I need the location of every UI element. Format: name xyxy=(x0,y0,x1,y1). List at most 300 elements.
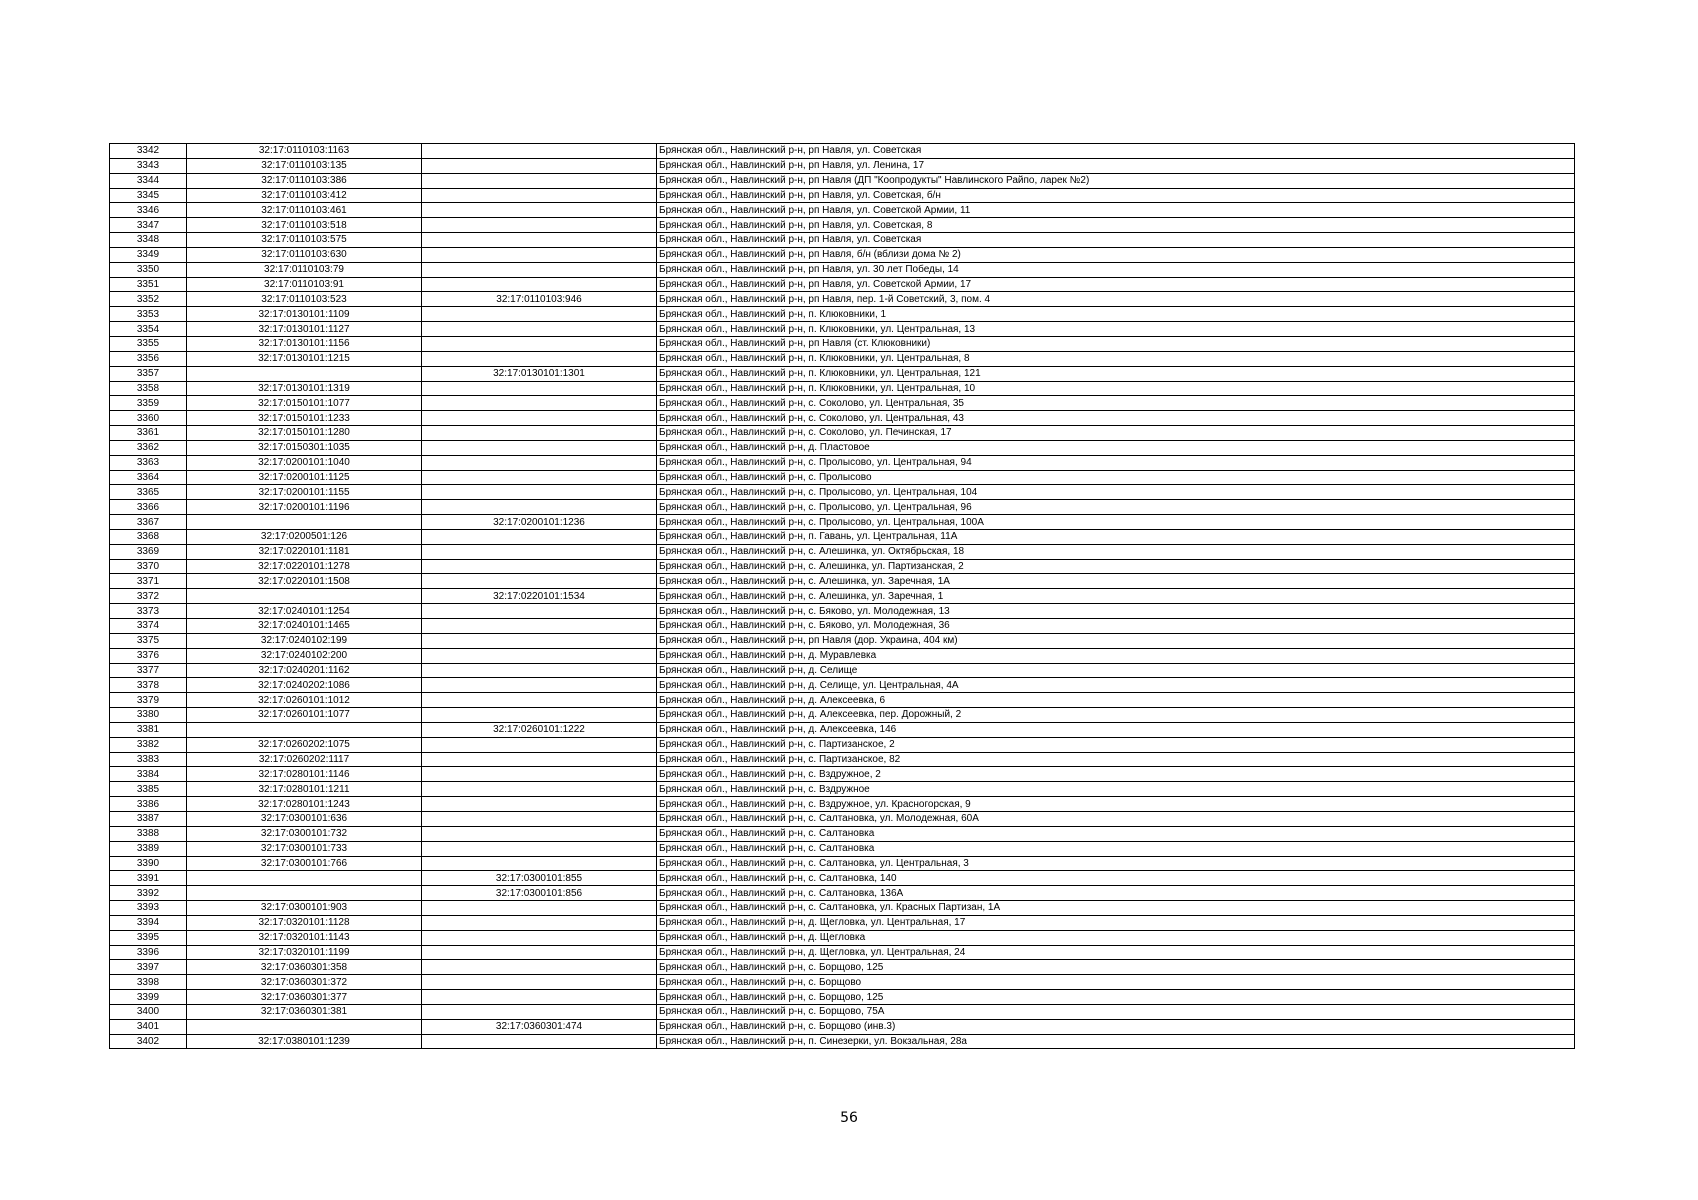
row-number-cell: 3395 xyxy=(110,930,187,945)
cadastral-number-cell: 32:17:0300101:636 xyxy=(187,811,422,826)
cadastral-number-cell xyxy=(187,871,422,886)
row-number-cell: 3370 xyxy=(110,559,187,574)
cadastral-number-cell xyxy=(187,366,422,381)
linked-cadastral-number-cell xyxy=(422,797,657,812)
linked-cadastral-number-cell xyxy=(422,990,657,1005)
linked-cadastral-number-cell xyxy=(422,693,657,708)
cadastral-number-cell: 32:17:0150101:1280 xyxy=(187,426,422,441)
address-cell: Брянская обл., Навлинский р-н, с. Алешинка, ул. Партизанская, 2 xyxy=(657,559,1575,574)
address-cell: Брянская обл., Навлинский р-н, рп Навля, ул. 30 лет Победы, 14 xyxy=(657,262,1575,277)
address-cell: Брянская обл., Навлинский р-н, с. Партизанское, 2 xyxy=(657,737,1575,752)
row-number-cell: 3351 xyxy=(110,277,187,292)
address-cell: Брянская обл., Навлинский р-н, д. Селище xyxy=(657,663,1575,678)
address-cell: Брянская обл., Навлинский р-н, с. Соколово, ул. Центральная, 43 xyxy=(657,411,1575,426)
row-number-cell: 3390 xyxy=(110,856,187,871)
table-row xyxy=(110,633,1575,648)
linked-cadastral-number-cell xyxy=(422,737,657,752)
table-row xyxy=(110,307,1575,322)
address-cell: Брянская обл., Навлинский р-н, д. Пластовое xyxy=(657,440,1575,455)
address-cell: Брянская обл., Навлинский р-н, д. Алексеевка, 6 xyxy=(657,693,1575,708)
row-number-cell: 3393 xyxy=(110,901,187,916)
row-number-cell: 3347 xyxy=(110,218,187,233)
row-number-cell: 3349 xyxy=(110,247,187,262)
cadastral-number-cell: 32:17:0130101:1109 xyxy=(187,307,422,322)
cadastral-number-cell: 32:17:0110103:135 xyxy=(187,158,422,173)
cadastral-number-cell xyxy=(187,515,422,530)
linked-cadastral-number-cell xyxy=(422,856,657,871)
row-number-cell: 3383 xyxy=(110,752,187,767)
cadastral-number-cell: 32:17:0110103:518 xyxy=(187,218,422,233)
linked-cadastral-number-cell xyxy=(422,782,657,797)
linked-cadastral-number-cell xyxy=(422,203,657,218)
address-cell: Брянская обл., Навлинский р-н, рп Навля, ул. Советская, 8 xyxy=(657,218,1575,233)
linked-cadastral-number-cell xyxy=(422,173,657,188)
linked-cadastral-number-cell xyxy=(422,901,657,916)
row-number-cell: 3385 xyxy=(110,782,187,797)
row-number-cell: 3364 xyxy=(110,470,187,485)
table-row xyxy=(110,396,1575,411)
table-row xyxy=(110,975,1575,990)
table-row xyxy=(110,737,1575,752)
linked-cadastral-number-cell xyxy=(422,381,657,396)
table-row xyxy=(110,559,1575,574)
linked-cadastral-number-cell xyxy=(422,529,657,544)
linked-cadastral-number-cell xyxy=(422,351,657,366)
cadastral-number-cell: 32:17:0260101:1012 xyxy=(187,693,422,708)
row-number-cell: 3343 xyxy=(110,158,187,173)
linked-cadastral-number-cell xyxy=(422,619,657,634)
cadastral-number-cell: 32:17:0280101:1243 xyxy=(187,797,422,812)
table-row xyxy=(110,856,1575,871)
address-cell: Брянская обл., Навлинский р-н, с. Борщово, 75А xyxy=(657,1004,1575,1019)
table-row xyxy=(110,322,1575,337)
cadastral-number-cell: 32:17:0130101:1215 xyxy=(187,351,422,366)
cadastral-number-cell: 32:17:0300101:903 xyxy=(187,901,422,916)
address-cell: Брянская обл., Навлинский р-н, д. Щегловка, ул. Центральная, 24 xyxy=(657,945,1575,960)
table-row xyxy=(110,589,1575,604)
table-row xyxy=(110,203,1575,218)
linked-cadastral-number-cell xyxy=(422,648,657,663)
address-cell: Брянская обл., Навлинский р-н, с. Салтановка, 136А xyxy=(657,886,1575,901)
table-row xyxy=(110,1034,1575,1049)
address-cell: Брянская обл., Навлинский р-н, с. Партизанское, 82 xyxy=(657,752,1575,767)
table-row xyxy=(110,336,1575,351)
linked-cadastral-number-cell xyxy=(422,218,657,233)
address-cell: Брянская обл., Навлинский р-н, д. Муравлевка xyxy=(657,648,1575,663)
row-number-cell: 3378 xyxy=(110,678,187,693)
linked-cadastral-number-cell: 32:17:0220101:1534 xyxy=(422,589,657,604)
linked-cadastral-number-cell xyxy=(422,188,657,203)
linked-cadastral-number-cell xyxy=(422,663,657,678)
table-row xyxy=(110,426,1575,441)
address-cell: Брянская обл., Навлинский р-н, рп Навля, пер. 1-й Советский, 3, пом. 4 xyxy=(657,292,1575,307)
linked-cadastral-number-cell xyxy=(422,144,657,159)
cadastral-number-cell: 32:17:0110103:575 xyxy=(187,233,422,248)
table-row xyxy=(110,663,1575,678)
address-cell: Брянская обл., Навлинский р-н, с. Борщово (инв.3) xyxy=(657,1019,1575,1034)
linked-cadastral-number-cell xyxy=(422,440,657,455)
address-cell: Брянская обл., Навлинский р-н, д. Алексеевка, 146 xyxy=(657,722,1575,737)
linked-cadastral-number-cell xyxy=(422,1034,657,1049)
table-body xyxy=(110,144,1575,1049)
cadastral-number-cell: 32:17:0150301:1035 xyxy=(187,440,422,455)
table-row xyxy=(110,648,1575,663)
row-number-cell: 3358 xyxy=(110,381,187,396)
address-cell: Брянская обл., Навлинский р-н, п. Клюковники, ул. Центральная, 13 xyxy=(657,322,1575,337)
linked-cadastral-number-cell xyxy=(422,411,657,426)
cadastral-number-cell: 32:17:0280101:1146 xyxy=(187,767,422,782)
table-row xyxy=(110,797,1575,812)
row-number-cell: 3382 xyxy=(110,737,187,752)
row-number-cell: 3380 xyxy=(110,708,187,723)
address-cell: Брянская обл., Навлинский р-н, с. Салтановка, ул. Красных Партизан, 1А xyxy=(657,901,1575,916)
table-row xyxy=(110,440,1575,455)
address-cell: Брянская обл., Навлинский р-н, с. Салтановка, ул. Молодежная, 60А xyxy=(657,811,1575,826)
row-number-cell: 3400 xyxy=(110,1004,187,1019)
linked-cadastral-number-cell xyxy=(422,633,657,648)
row-number-cell: 3357 xyxy=(110,366,187,381)
cadastral-number-cell: 32:17:0360301:372 xyxy=(187,975,422,990)
linked-cadastral-number-cell xyxy=(422,485,657,500)
property-table xyxy=(109,143,1575,1049)
linked-cadastral-number-cell xyxy=(422,262,657,277)
cadastral-number-cell: 32:17:0260101:1077 xyxy=(187,708,422,723)
table-row xyxy=(110,218,1575,233)
linked-cadastral-number-cell xyxy=(422,915,657,930)
linked-cadastral-number-cell xyxy=(422,811,657,826)
linked-cadastral-number-cell xyxy=(422,158,657,173)
table-row xyxy=(110,1004,1575,1019)
address-cell: Брянская обл., Навлинский р-н, п. Гавань, ул. Центральная, 11А xyxy=(657,529,1575,544)
row-number-cell: 3352 xyxy=(110,292,187,307)
linked-cadastral-number-cell xyxy=(422,559,657,574)
table-row xyxy=(110,901,1575,916)
address-cell: Брянская обл., Навлинский р-н, рп Навля (ст. Клюковники) xyxy=(657,336,1575,351)
table-row xyxy=(110,529,1575,544)
linked-cadastral-number-cell: 32:17:0300101:856 xyxy=(422,886,657,901)
cadastral-number-cell: 32:17:0240101:1465 xyxy=(187,619,422,634)
address-cell: Брянская обл., Навлинский р-н, с. Пролысово xyxy=(657,470,1575,485)
cadastral-number-cell: 32:17:0240102:199 xyxy=(187,633,422,648)
row-number-cell: 3399 xyxy=(110,990,187,1005)
cadastral-number-cell: 32:17:0130101:1156 xyxy=(187,336,422,351)
table-row xyxy=(110,886,1575,901)
row-number-cell: 3377 xyxy=(110,663,187,678)
table-row xyxy=(110,144,1575,159)
row-number-cell: 3359 xyxy=(110,396,187,411)
linked-cadastral-number-cell xyxy=(422,678,657,693)
table-row xyxy=(110,619,1575,634)
linked-cadastral-number-cell xyxy=(422,975,657,990)
cadastral-number-cell: 32:17:0110103:630 xyxy=(187,247,422,262)
row-number-cell: 3369 xyxy=(110,544,187,559)
row-number-cell: 3396 xyxy=(110,945,187,960)
cadastral-number-cell: 32:17:0200101:1040 xyxy=(187,455,422,470)
linked-cadastral-number-cell xyxy=(422,708,657,723)
table-row xyxy=(110,455,1575,470)
cadastral-number-cell: 32:17:0300101:733 xyxy=(187,841,422,856)
row-number-cell: 3375 xyxy=(110,633,187,648)
address-cell: Брянская обл., Навлинский р-н, п. Клюковники, 1 xyxy=(657,307,1575,322)
row-number-cell: 3360 xyxy=(110,411,187,426)
row-number-cell: 3348 xyxy=(110,233,187,248)
page-number: 56 xyxy=(840,1110,858,1126)
table-row xyxy=(110,871,1575,886)
address-cell: Брянская обл., Навлинский р-н, рп Навля, б/н (вблизи дома № 2) xyxy=(657,247,1575,262)
table-row xyxy=(110,752,1575,767)
linked-cadastral-number-cell xyxy=(422,826,657,841)
linked-cadastral-number-cell: 32:17:0200101:1236 xyxy=(422,515,657,530)
address-cell: Брянская обл., Навлинский р-н, с. Борщово, 125 xyxy=(657,960,1575,975)
table-row xyxy=(110,782,1575,797)
cadastral-number-cell: 32:17:0200101:1125 xyxy=(187,470,422,485)
cadastral-number-cell: 32:17:0150101:1077 xyxy=(187,396,422,411)
row-number-cell: 3350 xyxy=(110,262,187,277)
address-cell: Брянская обл., Навлинский р-н, рп Навля, ул. Советской Армии, 11 xyxy=(657,203,1575,218)
address-cell: Брянская обл., Навлинский р-н, п. Клюковники, ул. Центральная, 8 xyxy=(657,351,1575,366)
row-number-cell: 3384 xyxy=(110,767,187,782)
table-row xyxy=(110,678,1575,693)
row-number-cell: 3353 xyxy=(110,307,187,322)
linked-cadastral-number-cell xyxy=(422,455,657,470)
cadastral-number-cell: 32:17:0110103:461 xyxy=(187,203,422,218)
row-number-cell: 3361 xyxy=(110,426,187,441)
linked-cadastral-number-cell xyxy=(422,396,657,411)
row-number-cell: 3356 xyxy=(110,351,187,366)
table-row xyxy=(110,247,1575,262)
cadastral-number-cell: 32:17:0360301:381 xyxy=(187,1004,422,1019)
linked-cadastral-number-cell: 32:17:0360301:474 xyxy=(422,1019,657,1034)
table-row xyxy=(110,574,1575,589)
cadastral-number-cell: 32:17:0220101:1278 xyxy=(187,559,422,574)
row-number-cell: 3368 xyxy=(110,529,187,544)
address-cell: Брянская обл., Навлинский р-н, с. Соколово, ул. Центральная, 35 xyxy=(657,396,1575,411)
cadastral-number-cell: 32:17:0220101:1181 xyxy=(187,544,422,559)
cadastral-number-cell: 32:17:0110103:412 xyxy=(187,188,422,203)
row-number-cell: 3367 xyxy=(110,515,187,530)
linked-cadastral-number-cell xyxy=(422,307,657,322)
cadastral-number-cell: 32:17:0110103:91 xyxy=(187,277,422,292)
table-row xyxy=(110,693,1575,708)
address-cell: Брянская обл., Навлинский р-н, рп Навля, ул. Советской Армии, 17 xyxy=(657,277,1575,292)
row-number-cell: 3344 xyxy=(110,173,187,188)
linked-cadastral-number-cell xyxy=(422,277,657,292)
linked-cadastral-number-cell xyxy=(422,945,657,960)
cadastral-number-cell: 32:17:0320101:1199 xyxy=(187,945,422,960)
linked-cadastral-number-cell xyxy=(422,426,657,441)
address-cell: Брянская обл., Навлинский р-н, с. Салтановка, 140 xyxy=(657,871,1575,886)
linked-cadastral-number-cell xyxy=(422,322,657,337)
address-cell: Брянская обл., Навлинский р-н, д. Щегловка, ул. Центральная, 17 xyxy=(657,915,1575,930)
address-cell: Брянская обл., Навлинский р-н, с. Пролысово, ул. Центральная, 96 xyxy=(657,500,1575,515)
cadastral-number-cell: 32:17:0360301:358 xyxy=(187,960,422,975)
address-cell: Брянская обл., Навлинский р-н, рп Навля (дор. Украина, 404 км) xyxy=(657,633,1575,648)
row-number-cell: 3397 xyxy=(110,960,187,975)
table-row xyxy=(110,960,1575,975)
cadastral-number-cell: 32:17:0150101:1233 xyxy=(187,411,422,426)
cadastral-number-cell: 32:17:0220101:1508 xyxy=(187,574,422,589)
address-cell: Брянская обл., Навлинский р-н, с. Пролысово, ул. Центральная, 104 xyxy=(657,485,1575,500)
address-cell: Брянская обл., Навлинский р-н, с. Вздружное, 2 xyxy=(657,767,1575,782)
address-cell: Брянская обл., Навлинский р-н, с. Вздружное, ул. Красногорская, 9 xyxy=(657,797,1575,812)
cadastral-number-cell: 32:17:0240201:1162 xyxy=(187,663,422,678)
address-cell: Брянская обл., Навлинский р-н, д. Алексеевка, пер. Дорожный, 2 xyxy=(657,708,1575,723)
address-cell: Брянская обл., Навлинский р-н, д. Щегловка xyxy=(657,930,1575,945)
table-row xyxy=(110,233,1575,248)
address-cell: Брянская обл., Навлинский р-н, п. Клюковники, ул. Центральная, 10 xyxy=(657,381,1575,396)
linked-cadastral-number-cell xyxy=(422,960,657,975)
row-number-cell: 3354 xyxy=(110,322,187,337)
row-number-cell: 3387 xyxy=(110,811,187,826)
row-number-cell: 3386 xyxy=(110,797,187,812)
address-cell: Брянская обл., Навлинский р-н, с. Алешинка, ул. Заречная, 1А xyxy=(657,574,1575,589)
cadastral-number-cell xyxy=(187,722,422,737)
address-cell: Брянская обл., Навлинский р-н, рп Навля, ул. Советская xyxy=(657,233,1575,248)
row-number-cell: 3363 xyxy=(110,455,187,470)
address-cell: Брянская обл., Навлинский р-н, рп Навля, ул. Советская xyxy=(657,144,1575,159)
row-number-cell: 3342 xyxy=(110,144,187,159)
cadastral-number-cell: 32:17:0240101:1254 xyxy=(187,604,422,619)
table-row xyxy=(110,262,1575,277)
linked-cadastral-number-cell xyxy=(422,247,657,262)
linked-cadastral-number-cell xyxy=(422,544,657,559)
table-row xyxy=(110,604,1575,619)
table-row xyxy=(110,500,1575,515)
cadastral-number-cell: 32:17:0280101:1211 xyxy=(187,782,422,797)
table-row xyxy=(110,515,1575,530)
property-table-wrapper xyxy=(109,143,1574,1049)
cadastral-number-cell: 32:17:0130101:1319 xyxy=(187,381,422,396)
cadastral-number-cell: 32:17:0300101:766 xyxy=(187,856,422,871)
row-number-cell: 3389 xyxy=(110,841,187,856)
linked-cadastral-number-cell xyxy=(422,1004,657,1019)
row-number-cell: 3381 xyxy=(110,722,187,737)
cadastral-number-cell xyxy=(187,1019,422,1034)
cadastral-number-cell: 32:17:0260202:1117 xyxy=(187,752,422,767)
linked-cadastral-number-cell: 32:17:0130101:1301 xyxy=(422,366,657,381)
row-number-cell: 3345 xyxy=(110,188,187,203)
address-cell: Брянская обл., Навлинский р-н, п. Клюковники, ул. Центральная, 121 xyxy=(657,366,1575,381)
table-row xyxy=(110,351,1575,366)
row-number-cell: 3379 xyxy=(110,693,187,708)
table-row xyxy=(110,722,1575,737)
row-number-cell: 3391 xyxy=(110,871,187,886)
cadastral-number-cell: 32:17:0110103:523 xyxy=(187,292,422,307)
cadastral-number-cell: 32:17:0320101:1128 xyxy=(187,915,422,930)
address-cell: Брянская обл., Навлинский р-н, с. Пролысово, ул. Центральная, 94 xyxy=(657,455,1575,470)
address-cell: Брянская обл., Навлинский р-н, с. Бяково, ул. Молодежная, 13 xyxy=(657,604,1575,619)
row-number-cell: 3355 xyxy=(110,336,187,351)
table-row xyxy=(110,811,1575,826)
row-number-cell: 3376 xyxy=(110,648,187,663)
row-number-cell: 3402 xyxy=(110,1034,187,1049)
row-number-cell: 3373 xyxy=(110,604,187,619)
address-cell: Брянская обл., Навлинский р-н, рп Навля (ДП "Коопродукты" Навлинского Райпо, ларек №2) xyxy=(657,173,1575,188)
address-cell: Брянская обл., Навлинский р-н, с. Бяково, ул. Молодежная, 36 xyxy=(657,619,1575,634)
linked-cadastral-number-cell xyxy=(422,336,657,351)
table-row xyxy=(110,826,1575,841)
address-cell: Брянская обл., Навлинский р-н, с. Пролысово, ул. Центральная, 100А xyxy=(657,515,1575,530)
table-row xyxy=(110,158,1575,173)
cadastral-number-cell: 32:17:0110103:1163 xyxy=(187,144,422,159)
linked-cadastral-number-cell xyxy=(422,752,657,767)
row-number-cell: 3394 xyxy=(110,915,187,930)
row-number-cell: 3398 xyxy=(110,975,187,990)
cadastral-number-cell: 32:17:0240202:1086 xyxy=(187,678,422,693)
cadastral-number-cell: 32:17:0320101:1143 xyxy=(187,930,422,945)
address-cell: Брянская обл., Навлинский р-н, п. Синезерки, ул. Вокзальная, 28а xyxy=(657,1034,1575,1049)
cadastral-number-cell: 32:17:0240102:200 xyxy=(187,648,422,663)
row-number-cell: 3362 xyxy=(110,440,187,455)
row-number-cell: 3388 xyxy=(110,826,187,841)
address-cell: Брянская обл., Навлинский р-н, с. Салтановка xyxy=(657,826,1575,841)
cadastral-number-cell: 32:17:0360301:377 xyxy=(187,990,422,1005)
linked-cadastral-number-cell xyxy=(422,767,657,782)
linked-cadastral-number-cell: 32:17:0300101:855 xyxy=(422,871,657,886)
table-row xyxy=(110,173,1575,188)
table-row xyxy=(110,292,1575,307)
address-cell: Брянская обл., Навлинский р-н, с. Борщово xyxy=(657,975,1575,990)
row-number-cell: 3392 xyxy=(110,886,187,901)
table-row xyxy=(110,544,1575,559)
cadastral-number-cell xyxy=(187,886,422,901)
cadastral-number-cell: 32:17:0110103:79 xyxy=(187,262,422,277)
linked-cadastral-number-cell xyxy=(422,233,657,248)
row-number-cell: 3401 xyxy=(110,1019,187,1034)
address-cell: Брянская обл., Навлинский р-н, с. Соколово, ул. Печинская, 17 xyxy=(657,426,1575,441)
cadastral-number-cell: 32:17:0300101:732 xyxy=(187,826,422,841)
cadastral-number-cell: 32:17:0130101:1127 xyxy=(187,322,422,337)
table-row xyxy=(110,930,1575,945)
table-row xyxy=(110,841,1575,856)
table-row xyxy=(110,708,1575,723)
table-row xyxy=(110,366,1575,381)
address-cell: Брянская обл., Навлинский р-н, д. Селище, ул. Центральная, 4А xyxy=(657,678,1575,693)
address-cell: Брянская обл., Навлинский р-н, рп Навля, ул. Советская, б/н xyxy=(657,188,1575,203)
table-row xyxy=(110,277,1575,292)
row-number-cell: 3374 xyxy=(110,619,187,634)
cadastral-number-cell: 32:17:0200101:1155 xyxy=(187,485,422,500)
cadastral-number-cell: 32:17:0200101:1196 xyxy=(187,500,422,515)
address-cell: Брянская обл., Навлинский р-н, с. Борщово, 125 xyxy=(657,990,1575,1005)
table-row xyxy=(110,188,1575,203)
row-number-cell: 3371 xyxy=(110,574,187,589)
table-row xyxy=(110,915,1575,930)
linked-cadastral-number-cell xyxy=(422,841,657,856)
table-row xyxy=(110,945,1575,960)
cadastral-number-cell xyxy=(187,589,422,604)
cadastral-number-cell: 32:17:0260202:1075 xyxy=(187,737,422,752)
cadastral-number-cell: 32:17:0110103:386 xyxy=(187,173,422,188)
row-number-cell: 3372 xyxy=(110,589,187,604)
address-cell: Брянская обл., Навлинский р-н, с. Салтановка, ул. Центральная, 3 xyxy=(657,856,1575,871)
address-cell: Брянская обл., Навлинский р-н, рп Навля, ул. Ленина, 17 xyxy=(657,158,1575,173)
table-row xyxy=(110,485,1575,500)
address-cell: Брянская обл., Навлинский р-н, с. Алешинка, ул. Октябрьская, 18 xyxy=(657,544,1575,559)
cadastral-number-cell: 32:17:0380101:1239 xyxy=(187,1034,422,1049)
linked-cadastral-number-cell: 32:17:0110103:946 xyxy=(422,292,657,307)
linked-cadastral-number-cell xyxy=(422,604,657,619)
table-row xyxy=(110,470,1575,485)
row-number-cell: 3346 xyxy=(110,203,187,218)
linked-cadastral-number-cell: 32:17:0260101:1222 xyxy=(422,722,657,737)
linked-cadastral-number-cell xyxy=(422,470,657,485)
table-row xyxy=(110,411,1575,426)
linked-cadastral-number-cell xyxy=(422,500,657,515)
table-row xyxy=(110,381,1575,396)
address-cell: Брянская обл., Навлинский р-н, с. Алешинка, ул. Заречная, 1 xyxy=(657,589,1575,604)
table-row xyxy=(110,990,1575,1005)
